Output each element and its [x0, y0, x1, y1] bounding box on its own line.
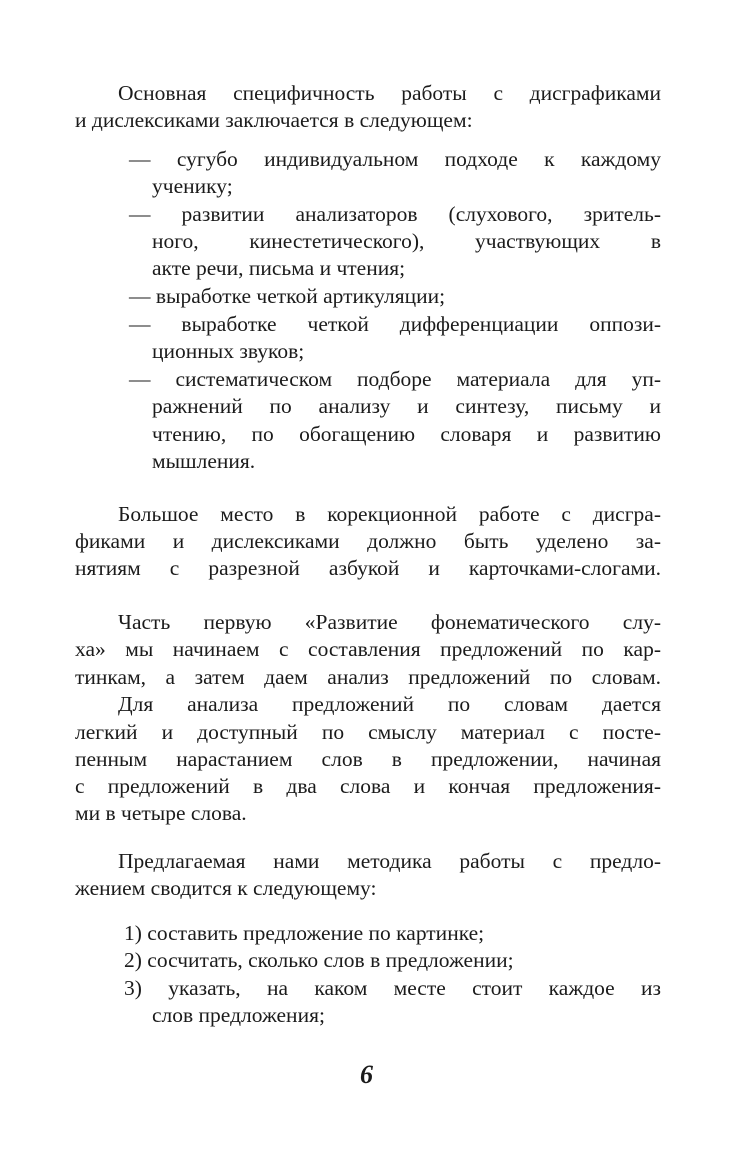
text-line: с предложений в два слова и кончая предложения-	[75, 774, 661, 798]
text-line: Предлагаемая нами методика работы с предло-	[118, 849, 661, 873]
list-item-line: акте речи, письма и чтения;	[152, 256, 406, 280]
list-item-line: — систематическом подборе материала для уп-	[129, 367, 661, 391]
text-line: нятиям с разрезной азбукой и карточками-слогами.	[75, 556, 661, 580]
text-line: Большое место в корекционной работе с дисгра-	[118, 502, 661, 526]
list-item-line: — развитии анализаторов (слухового, зритель-	[129, 202, 661, 226]
text-line: ми в четыре слова.	[75, 801, 247, 825]
list-item-line: чтению, по обогащению словаря и развитию	[152, 422, 661, 446]
text-line: тинкам, а затем даем анализ предложений по словам.	[75, 665, 661, 689]
numbered-item-line: 1) составить предложение по картинке;	[124, 921, 485, 945]
text-line: и дислексиками заключается в следующем:	[75, 108, 473, 132]
numbered-item-line: 3) указать, на каком месте стоит каждое из	[124, 976, 661, 1000]
list-item-line: ционных звуков;	[152, 339, 305, 363]
list-item-line: ученику;	[152, 174, 233, 198]
list-item-line: ражнений по анализу и синтезу, письму и	[152, 394, 661, 418]
list-item-line: — выработке четкой артикуляции;	[129, 284, 446, 308]
numbered-item-line: слов предложения;	[152, 1003, 325, 1027]
page-number: 6	[360, 1060, 373, 1089]
list-item-line: — сугубо индивидуальном подходе к каждому	[129, 147, 661, 171]
list-item-line: ного, кинестетического), участвующих в	[152, 229, 661, 253]
text-line: легкий и доступный по смыслу материал с посте-	[75, 720, 661, 744]
text-line: Для анализа предложений по словам дается	[118, 692, 661, 716]
text-line: Основная специфичность работы с дисграфиками	[118, 81, 661, 105]
numbered-item-line: 2) сосчитать, сколько слов в предложении;	[124, 948, 514, 972]
text-line: жением сводится к следующему:	[75, 876, 377, 900]
text-line: Часть первую «Развитие фонематического слу-	[118, 610, 661, 634]
text-line: ха» мы начинаем с составления предложений по кар-	[75, 637, 661, 661]
list-item-line: — выработке четкой дифференциации оппози-	[129, 312, 661, 336]
text-line: пенным нарастанием слов в предложении, начиная	[75, 747, 661, 771]
text-line: фиками и дислексиками должно быть уделено за-	[75, 529, 661, 553]
list-item-line: мышления.	[152, 449, 256, 473]
